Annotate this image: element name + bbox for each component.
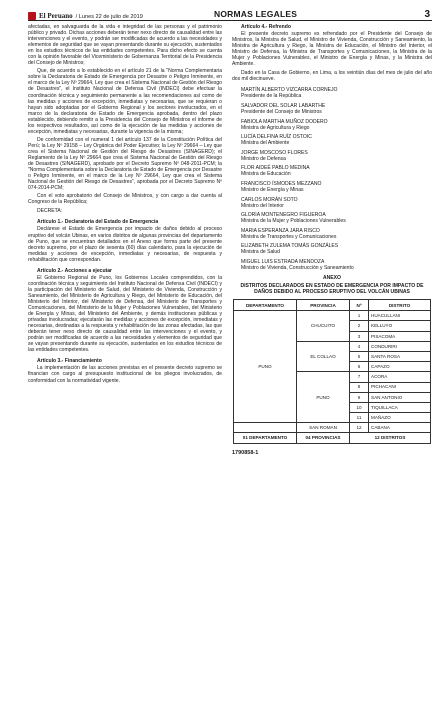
column-header: DISTRITO [369,300,431,311]
total-provinces: 04 PROVINCIAS [297,433,350,443]
article-2-text: El Gobierno Regional de Puno, los Gobiernos Locales comprendidos, con la coordinación técnica y seguimiento del Instituto Nacional de Defensa Civil (INDECI) y la participación del Ministerio de Salud, del Ministerio de Vivienda, Construcción y Saneamiento, del Ministerio de Agricultura y Riego, del Ministerio de Educación, del Ministerio del Interior, del Ministerio de Defensa, del Ministerio de Transportes y Comunicaciones, del Ministerio de la Mujer y Poblaciones Vulnerables, del Ministerio de Energía y Minas, del Ministerio del Ambiente, y demás instituciones públicas y privadas involucradas; ejecutarán las medidas y acciones de excepción, inmediatas y necesarias, destinadas a la respuesta y rehabilitación de las zonas afectadas, las que deberán tener nexo directo de causalidad entre las intervenciones y el evento, y podrán ser modificadas de acuerdo a las necesidades y elementos de seguridad que se vayan presentando durante su ejecución, sustentados en los estudios técnicos de las entidades competentes. [28,274,222,354]
paper-name: El Peruano [39,12,73,20]
signatory-role: Ministra de Transportes y Comunicaciones [241,233,337,240]
article-4-title: Artículo 4.- Refrendo [241,24,291,30]
signatory-role: Ministro del Interior [241,202,284,209]
number-cell: 3 [350,331,369,341]
section-title: NORMAS LEGALES [214,9,298,19]
table-row [234,423,431,433]
province-cell: EL COLLAO [297,341,350,372]
article-1-text: Declárese el Estado de Emergencia por impacto de daños debido al proceso eruptivo del volcán Ubinas, en varios distritos de algunas provincias del departamento de Puno, que se encuentran detallados en el Anexo que forma parte del presente decreto supremo, por el plazo de sesenta (60) días calendario, para la ejecución de medidas y acciones de excepción, inmediatas y necesarias, de respuesta y rehabilitación que correspondan. [28,226,222,263]
district-cell: ACORA [369,372,431,382]
district-cell: CONDURIRI [369,341,431,351]
annex-subtitle: DISTRITOS DECLARADOS EN ESTADO DE EMERGENCIA POR IMPACTO DE DAÑOS DEBIDO AL PROCESO ERUPTIVO DEL VOLCÁN UBINAS [240,283,424,296]
column-header: Nº [350,300,369,311]
signatory [241,150,432,162]
department-cell: PUNO [234,311,297,423]
number-cell: 5 [350,351,369,361]
signatory [241,165,432,177]
signatory-role: Presidente del Consejo de Ministros [241,109,322,116]
publication-code: 1790858-1 [232,449,259,456]
signatory-name: MARTÍN ALBERTO VIZCARRA CORNEJO [241,87,338,94]
signatory-role: Presidente de la República [241,93,302,100]
signatory-name: MARIA ESPERANZA JARA RISCO [241,227,320,234]
signatory-role: Ministra de Agricultura y Riego [241,124,310,131]
signatory [241,119,432,131]
issue-date: / Lunes 22 de julio de 2019 [75,14,143,20]
number-cell: 12 [350,423,369,433]
signatory-name: MIGUEL LUIS ESTRADA MENDOZA [241,258,325,265]
signatory [241,228,432,240]
annex-title: ANEXO [323,275,341,282]
given-statement: Dado en la Casa de Gobierno, en Lima, a los veintiún días del mes de julio del año dos mil diecinueve. [232,70,432,83]
empty-cell [234,423,297,433]
signatory [241,103,432,115]
decreta-heading: DECRETA: [37,208,63,215]
el-peruano-logo-icon [28,12,36,20]
number-cell: 8 [350,382,369,392]
district-cell: HUACULLANI [369,311,431,321]
signatory-name: SALVADOR DEL SOLAR LABARTHE [241,103,326,110]
district-cell: MAÑAZO [369,413,431,423]
signatory [241,259,432,271]
article-1-title: Artículo 1.- Declaratoria del Estado de Emergencia [37,219,159,226]
signatory-name: ELIZABETH ZULEMA TOMÁS GONZÁLES [241,243,339,250]
article-3-text: La implementación de las acciones previstas en el presente decreto supremo se financian con cargo al presupuesto institucional de los pliegos involucrados, de conformidad con la normatividad vigente. [28,365,222,384]
total-departments: 01 DEPARTAMENTO [234,433,297,443]
number-cell: 6 [350,362,369,372]
left-column [28,24,222,386]
article-2-title: Artículo 2.- Acciones a ejecutar [37,267,112,274]
number-cell: 7 [350,372,369,382]
signatory [241,212,432,224]
paragraph: afectadas, en salvaguarda de la vida e integridad de las personas y el patrimonio público y privado. Dichas acciones deberán tener nexo directo de causalidad entre las intervenciones y el evento, y podrán ser modificadas de acuerdo a las necesidades y elementos de seguridad que se vayan presentando durante su ejecución, sustentados en los estudios técnicos de las entidades competentes. Para dicho efecto se cuenta con la opinión favorable del Viceministerio de Gobernanza Territorial de la Presidencia del Consejo de Ministros; [28,24,222,67]
signatory-name: FABIOLA MARTHA MUÑOZ DODERO [241,118,328,125]
district-cell: CABANA [369,423,431,433]
page-number: 3 [424,9,430,20]
number-cell: 4 [350,341,369,351]
signatory-role: Ministra del Ambiente [241,140,290,147]
signatory-role: Ministro de Energía y Minas [241,187,304,194]
number-cell: 11 [350,413,369,423]
province-cell: CHUCUITO [297,311,350,342]
column-header: DEPARTAMENTO [234,300,297,311]
signatory-name: FLOR AIDEÉ PABLO MEDINA [241,165,310,172]
article-3-title: Artículo 3.- Financiamiento [37,358,102,365]
paragraph: De conformidad con el numeral 1 del artículo 137 de la Constitución Política del Perú; la Ley Nº 29158 – Ley Orgánica del Poder Ejecutivo; la Ley Nº 29664 – Ley que crea el Sistema Nacional de Gestión del Riesgo de Desastres (SINAGERD); el Reglamento de la Ley Nº 29664 que crea el Sistema Nacional de Gestión del Riesgo de Desastres (SINAGERD), aprobado por el Decreto Supremo Nº 048-2011-PCM; la "Norma Complementaria sobre la Declaratoria de Estado de Emergencia por Desastre o Peligro Inminente, en el marco de la Ley Nº 29664, Ley que crea el Sistema Nacional de Gestión del Riesgo de Desastres", aprobada por el Decreto Supremo Nº 074-2014-PCM; [28,136,222,192]
number-cell: 1 [350,311,369,321]
district-cell: SAN ANTONIO [369,392,431,402]
number-cell: 9 [350,392,369,402]
district-cell: SANTA ROSA [369,351,431,361]
signatory [241,181,432,193]
number-cell: 2 [350,321,369,331]
signatory-role: Ministra de Salud [241,249,280,256]
signatories [232,87,432,271]
signatory [241,134,432,146]
paragraph: Con el voto aprobatorio del Consejo de Ministros, y con cargo a dar cuenta al Congreso de la República; [28,193,222,206]
district-cell: PICHACANI [369,382,431,392]
signatory-name: FRANCISCO ÍSMODES MEZZANO [241,180,322,187]
signatory-name: LUCÍA DELFINA RUÍZ OSTOIC [241,134,312,141]
district-cell: PISACOMA [369,331,431,341]
table-header-row [234,300,431,311]
table-total-row [234,433,431,443]
number-cell: 10 [350,402,369,412]
signatory-name: CARLOS MORÁN SOTO [241,196,298,203]
right-column [232,24,432,456]
article-4-text: El presente decreto supremo es refrendado por el Presidente del Consejo de Ministros, la Ministra de Salud, el Ministro de Vivienda, Construcción y Saneamiento, la Ministra de Agricultura y Riego, la Ministra de Educación, el Ministro del Interior, el Ministro de Defensa, la Ministra de Transportes y Comunicaciones, la Ministra de la Mujer y Poblaciones Vulnerables, el Ministro de Energía y Minas, y la Ministra del Ambiente. [232,31,432,68]
signatory-role: Ministro de Defensa [241,155,286,162]
district-cell: KELLUYO [369,321,431,331]
signatory-role: Ministro de Vivienda, Construcción y Saneamiento [241,265,354,271]
page-header [28,6,432,21]
signatory-role: Ministra de Educación [241,171,291,178]
paragraph: Que, de acuerdo a lo establecido en el artículo 21 de la "Norma Complementaria sobre la Declaratoria de Estado de Emergencia por Desastre o Peligro Inminente, en el marco de la Ley Nº 29664, Ley que crea el Sistema Nacional de Gestión del Riesgo de Desastres", el Instituto Nacional de Defensa Civil (INDECI) debe efectuar la coordinación técnica y seguimiento permanente a las recomendaciones así como de las medidas y acciones de excepción, inmediatas y necesarias, que se requieran o hayan sido adoptadas por el Gobierno Regional y los sectores involucrados, en el marco de la declaratoria de Estado de Emergencia aprobada, dentro del plazo establecido, debiendo remitir a la Presidencia del Consejo de Ministros el informe de los respectivos resultados, así como de la ejecución de las medidas y acciones de excepción, inmediatas y necesarias, durante la vigencia de la misma; [28,68,222,135]
province-cell: PUNO [297,372,350,423]
signatory-name: JORGE MOSCOSO FLORES [241,149,308,156]
district-cell: TIQUILLACA [369,402,431,412]
signatory-role: Ministra de la Mujer y Poblaciones Vulnerables [241,218,346,225]
district-cell: CAPAZO [369,362,431,372]
signatory [241,197,432,209]
signatory [241,87,432,99]
total-districts: 12 DISTRITOS [350,433,431,443]
table-row [234,311,431,321]
column-header: PROVINCIA [297,300,350,311]
province-cell: SAN ROMAN [297,423,350,433]
signatory [241,243,432,255]
districts-table [233,299,431,443]
signatory-name: GLORIA MONTENEGRO FIGUEROA [241,212,326,219]
